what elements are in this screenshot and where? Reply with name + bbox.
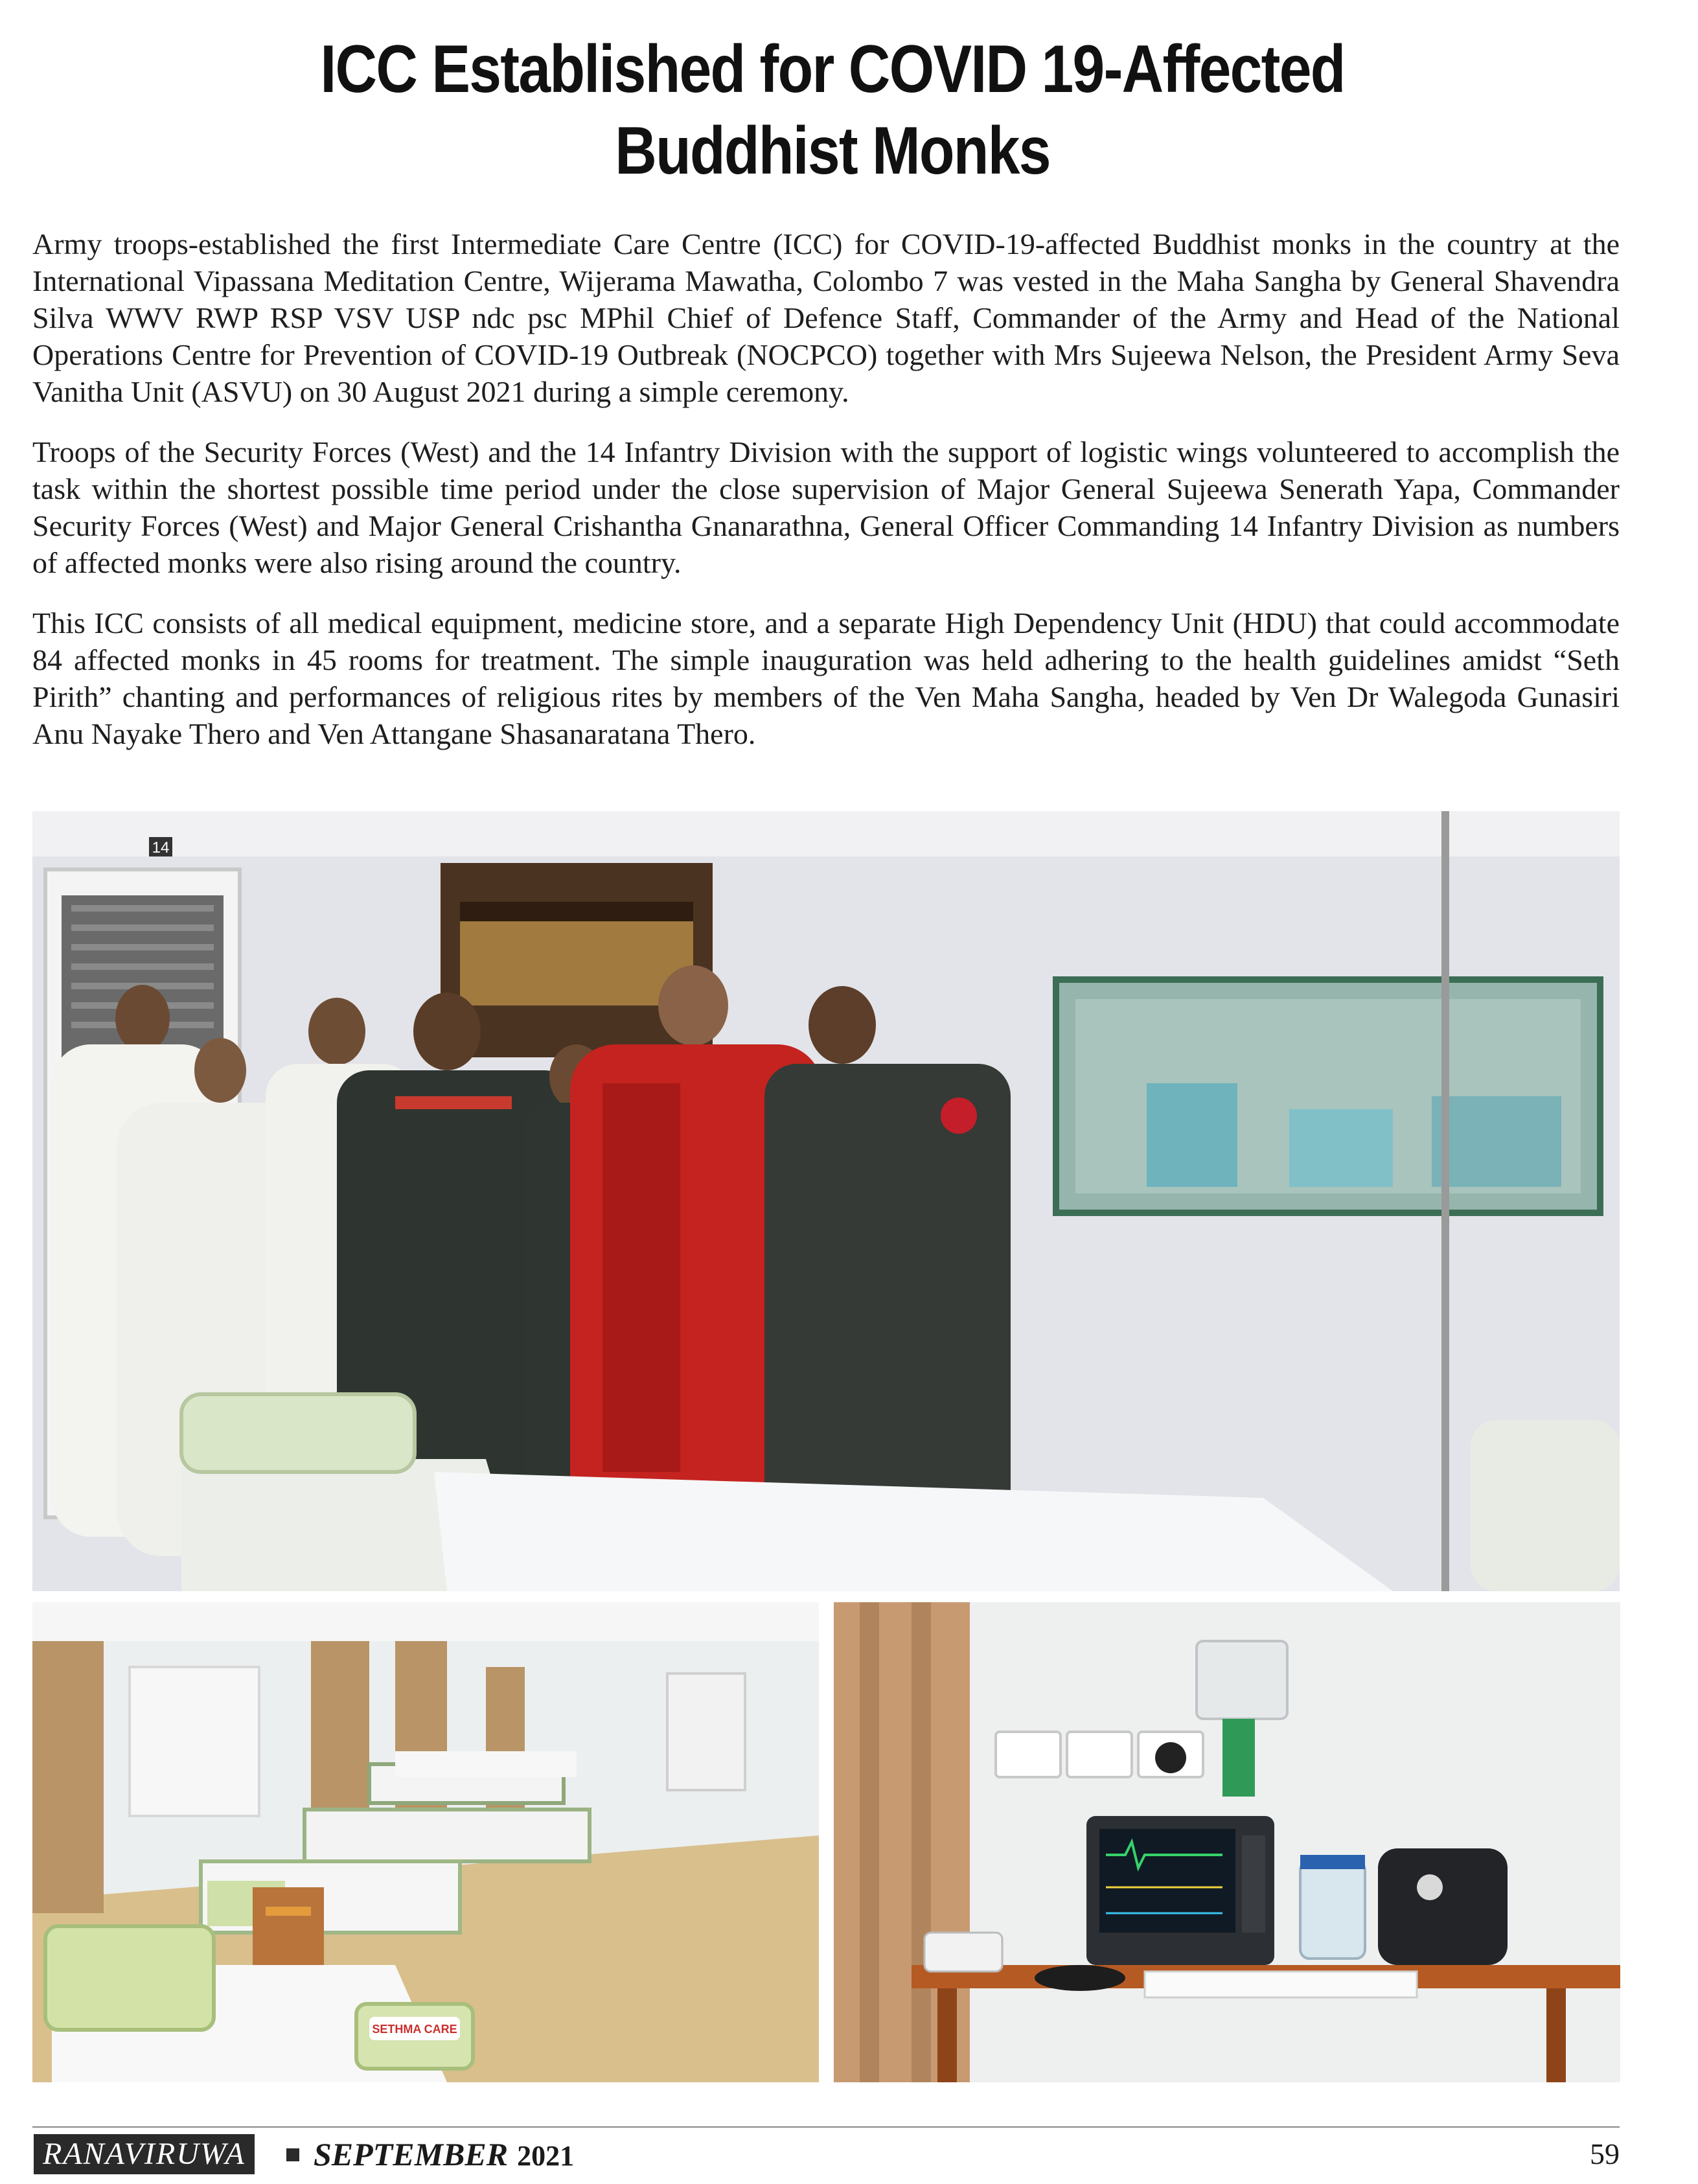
article-headline	[117, 29, 1548, 192]
issue-year: 2021	[517, 2140, 575, 2172]
headline-line-1: ICC Established for COVID 19-Affected	[320, 32, 1345, 107]
paragraph-3: This ICC consists of all medical equipment, medicine store, and a separate High Dependency Unit (HDU) that could accommodate 84 affected monks in 45 rooms for treatment. The simple inauguration was held adhering to the health guidelines amidst “Seth Pirith” chanting and performances of religious rites by members of the Ven Maha Sangha, headed by Ven Dr Walegoda Gunasiri Anu Nayake Thero and Ven Attangane Shasanaratana Thero.	[32, 606, 1620, 750]
photo-ceremony-group	[32, 811, 1620, 1591]
article-body	[32, 225, 1620, 776]
photo-ward-beds	[32, 1602, 819, 2082]
headline-line-2: Buddhist Monks	[615, 113, 1050, 189]
page-number: 59	[1590, 2137, 1620, 2170]
footer-bullet-icon	[286, 2148, 299, 2161]
bed-brand-label: SETHMA CARE	[372, 2023, 457, 2036]
door-number: 14	[152, 839, 170, 856]
issue-month: SEPTEMBER	[314, 2136, 509, 2172]
footer-divider	[32, 2126, 1620, 2128]
paragraph-1: Army troops-established the first Intermediate Care Centre (ICC) for COVID-19-affected Buddhist monks in the country at the International Vipassana Meditation Centre, Wijerama Mawatha, Colombo 7 was vested in the Maha Sangha by General Shavendra Silva WWV RWP RSP VSV USP ndc psc MPhil Chief of Defence Staff, Commander of the Army and Head of the National Operations Centre for Prevention of COVID-19 Outbreak (NOCPCO) together with Mrs Sujeewa Nelson, the President Army Seva Vanitha Unit (ASVU) on 30 August 2021 during a simple ceremony.	[32, 227, 1620, 408]
paragraph-2: Troops of the Security Forces (West) and the 14 Infantry Division with the support of logistic wings volunteered to accomplish the task within the shortest possible time period under the close supervision of Major General Sujeewa Senerath Yapa, Commander Security Forces (West) and Major General Crishantha Gnanarathna, General Officer Commanding 14 Infantry Division as numbers of affected monks were also rising around the country.	[32, 435, 1620, 579]
issue-date	[314, 2134, 574, 2176]
photo-medical-equipment	[834, 1602, 1620, 2082]
magazine-name: RANAVIRUWA	[34, 2134, 255, 2174]
